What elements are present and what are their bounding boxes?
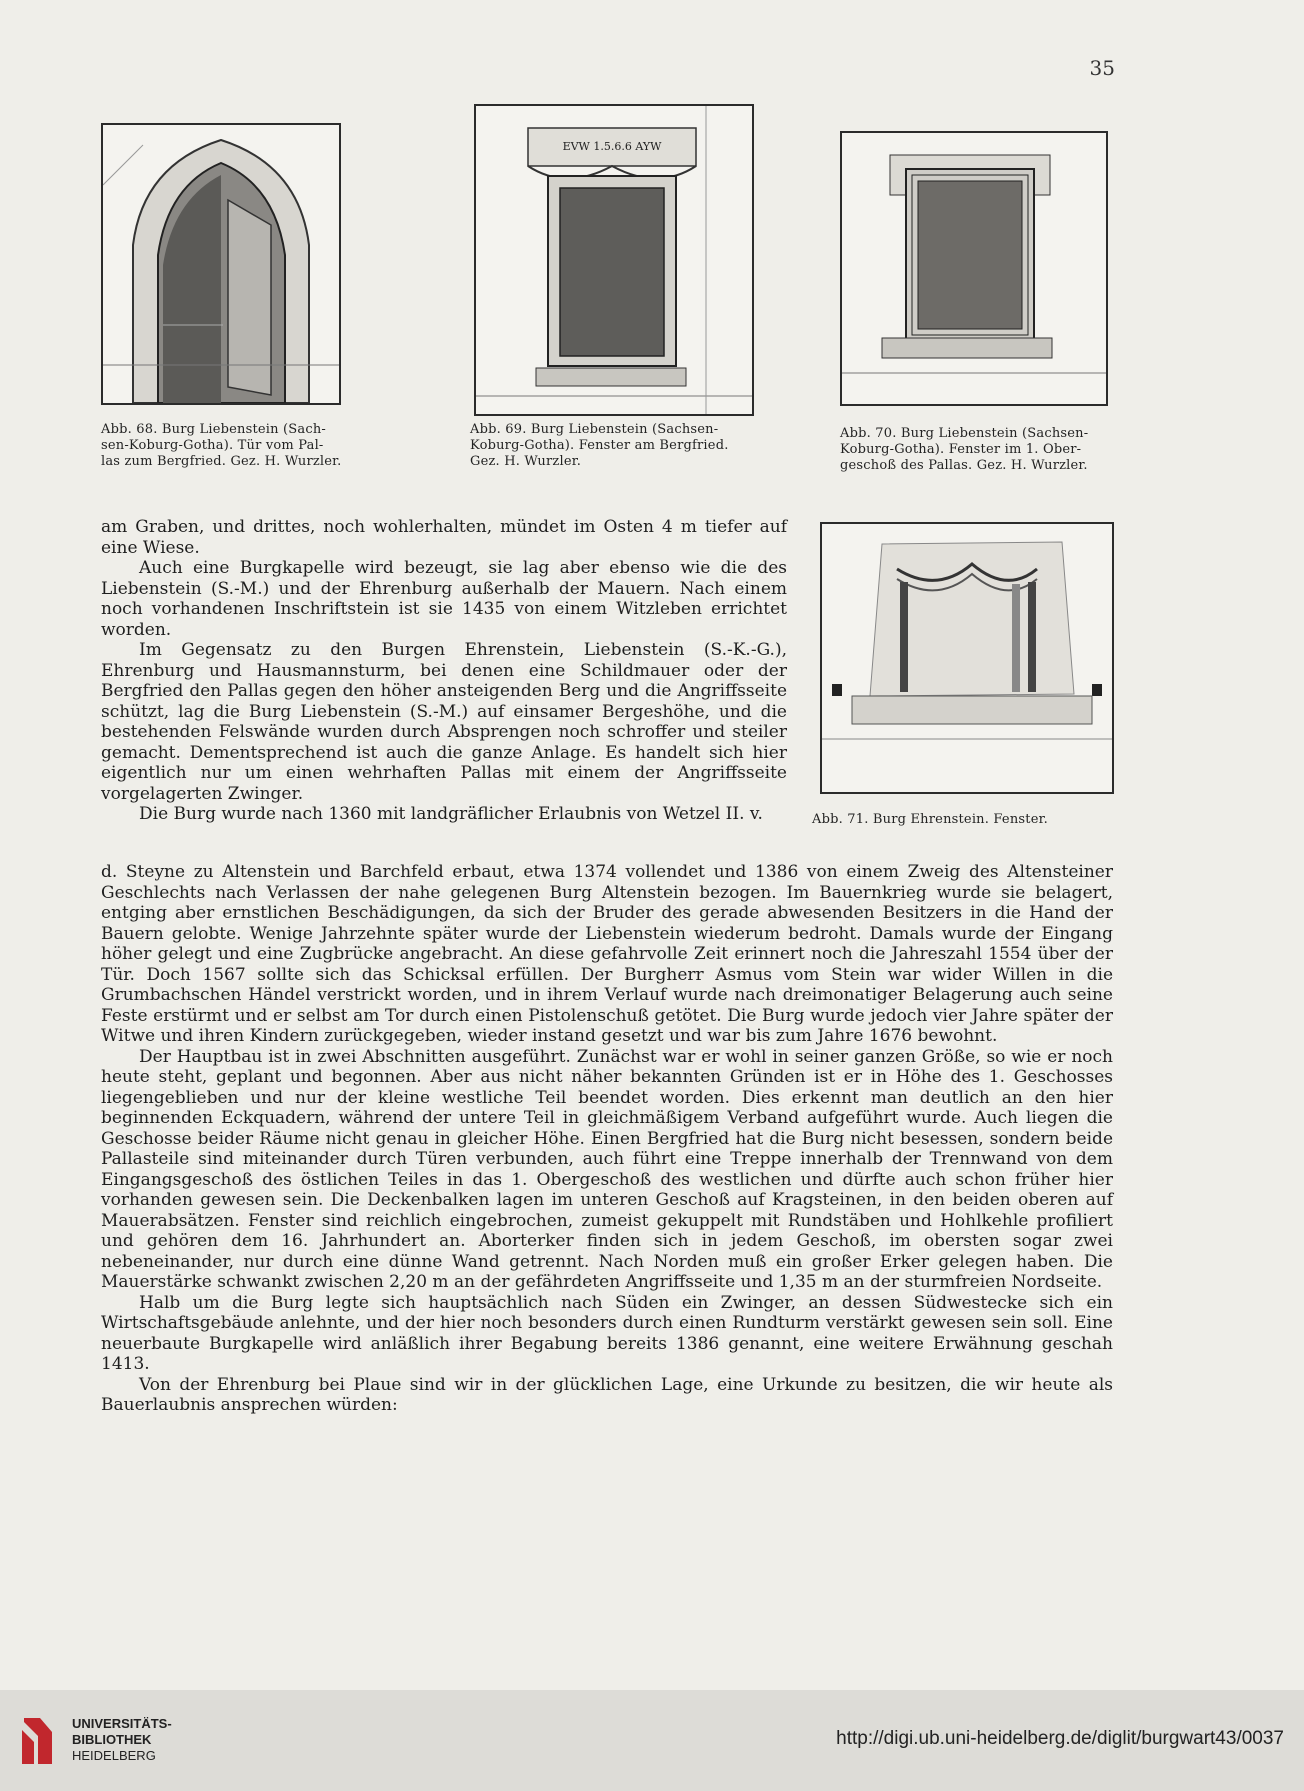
library-footer (0, 1690, 1304, 1791)
figure-68-door-illustration (101, 123, 341, 405)
figure-70-caption-line2: Koburg-Gotha). Fenster im 1. Ober- (840, 442, 1082, 457)
figure-71-window-illustration (820, 522, 1114, 794)
figure-69-window-illustration (474, 104, 754, 416)
library-name (72, 1716, 172, 1764)
paragraph-3: Im Gegensatz zu den Burgen Ehrenstein, Liebenstein (S.-K.-G.), Ehrenburg und Hausmannsturm, bei denen eine Schildmauer oder der Bergfried den Pallas gegen den höher ansteigenden Berg und die Angriffsseite schützt, lag die Burg Liebenstein (S.-M.) auf einsamer Bergeshöhe, und die bestehenden Felswände wurden durch Absprengen noch schroffer und steiler gemacht. Dementsprechend ist auch die ganze Anlage. Es handelt sich hier eigentlich nur um einen wehrhaften Pallas mit einem der Angriffsseite vorgelagerten Zwinger. (101, 640, 787, 804)
inscription-text: EVW 1.5.6.6 AYW (562, 140, 662, 153)
door-drawing (103, 125, 339, 403)
paragraph-2: Auch eine Burgkapelle wird bezeugt, sie lag aber ebenso wie die des Liebenstein (S.-M.) und der Ehrenburg außerhalb der Mauern. Nach einem noch vorhandenen Inschriftstein ist sie 1435 von einem Witzleben errichtet worden. (101, 558, 787, 640)
figure-68-caption-line2: sen-Koburg-Gotha). Tür vom Pal- (101, 438, 324, 453)
library-logo-icon (18, 1714, 58, 1768)
figure-68-caption-line3: las zum Bergfried. Gez. H. Wurzler. (101, 454, 342, 469)
page-number: 35 (1089, 56, 1115, 80)
full-width-text (101, 862, 1113, 1416)
figure-68-caption-line1: Abb. 68. Burg Liebenstein (Sach- (101, 422, 326, 437)
window-frame-drawing (842, 133, 1106, 404)
paragraph-1: am Graben, und drittes, noch wohlerhalten, mündet im Osten 4 m tiefer auf eine Wiese. (101, 517, 787, 558)
figure-70-window-illustration (840, 131, 1108, 406)
figure-68-caption (101, 422, 369, 470)
paragraph-4-rest: d. Steyne zu Altenstein und Barchfeld erbaut, etwa 1374 vollendet und 1386 von einem Zweig des Altensteiner Geschlechts nach Verlassen der nahe gelegenen Burg Altenstein bezogen. Im Bauernkrieg wurde sie belagert, entging aber ernstlichen Beschädigungen, da sich der Bruder des gerade abwesenden Besitzers in die Hand der Bauern gelobte. Wenige Jahrzehnte später wurde der Liebenstein wiederum bedroht. Damals wurde der Eingang höher gelegt und eine Zugbrücke angebracht. An diese gefahrvolle Zeit erinnert noch die Jahreszahl 1554 über der Tür. Doch 1567 sollte sich das Schicksal erfüllen. Der Burgherr Asmus vom Stein war wider Willen in die Grumbachschen Händel verstrickt worden, und in ihrem Verlauf wurde nach dreimonatiger Belagerung auch seine Feste erstürmt und er selbst am Tor durch einen Pistolenschuß getötet. Die Burg wurde jedoch vier Jahre später der Witwe und ihren Kindern zurückgegeben, wieder instand gesetzt und war bis zum Jahre 1676 bewohnt. (101, 862, 1113, 1046)
paragraph-7: Von der Ehrenburg bei Plaue sind wir in der glücklichen Lage, eine Urkunde zu besitzen, die wir heute als Bauerlaubnis ansprechen würden: (101, 1374, 1113, 1415)
figure-69-caption (470, 422, 760, 470)
figure-69-caption-line3: Gez. H. Wurzler. (470, 454, 582, 469)
figure-70-caption (840, 426, 1120, 474)
figure-69-caption-line1: Abb. 69. Burg Liebenstein (Sachsen- (470, 422, 719, 437)
window-drawing (476, 106, 752, 414)
figure-69-caption-line2: Koburg-Gotha). Fenster am Bergfried. (470, 438, 729, 453)
narrow-text-column (101, 517, 787, 825)
paragraph-5: Der Hauptbau ist in zwei Abschnitten ausgeführt. Zunächst war er wohl in seiner ganzen Größe, so wie er noch heute steht, geplant und begonnen. Aber aus nicht näher bekannten Gründen ist er in Höhe des 1. Geschosses liegengeblieben und nur der kleine westliche Teil beendet worden. Dies erkennt man deutlich an den hier beginnenden Eckquadern, während der untere Teil in gleichmäßigem Verband aufgeführt wurde. Auch liegen die Geschosse beider Räume nicht genau in gleicher Höhe. Einen Bergfried hat die Burg nicht besessen, sondern beide Pallasteile sind miteinander durch Türen verbunden, auch führt eine Treppe innerhalb der Trennwand von dem Eingangsgeschoß des östlichen Teiles in das 1. Obergeschoß des westlichen und dürfte auch schon früher hier vorhanden gewesen sein. Die Deckenbalken lagen im unteren Geschoß auf Kragsteinen, in den beiden oberen auf Mauerabsätzen. Fenster sind reichlich eingebrochen, zumeist gekuppelt mit Rundstäben und Hohlkehle profiliert und gehören dem 16. Jahrhundert an. Aborterker finden sich in jedem Geschoß, im obersten sogar zwei nebeneinander, nur durch eine dünne Wand getrennt. Nach Norden muß ein großer Erker gelegen haben. Die Mauerstärke schwankt zwischen 2,20 m an der gefährdeten Angriffsseite und 1,35 m an der sturmfreien Nordseite. (101, 1046, 1113, 1292)
paragraph-4-start: Die Burg wurde nach 1360 mit landgräflicher Erlaubnis von Wetzel II. v. (139, 804, 763, 824)
library-name-line3: HEIDELBERG (72, 1748, 156, 1763)
library-name-line2: BIBLIOTHEK (72, 1732, 152, 1747)
library-name-line1: UNIVERSITÄTS- (72, 1716, 172, 1731)
paragraph-6: Halb um die Burg legte sich hauptsächlich nach Süden ein Zwinger, an dessen Südwestecke sich ein Wirtschaftsgebäude anlehnte, und der hier noch besonders durch einen Rundturm verstärkt gewesen sein soll. Eine neuerbaute Burgkapelle wird anläßlich ihrer Begabung bereits 1386 genannt, eine weitere Erwähnung geschah 1413. (101, 1292, 1113, 1374)
ehrenstein-window-drawing (822, 524, 1112, 792)
figure-70-caption-line1: Abb. 70. Burg Liebenstein (Sachsen- (840, 426, 1089, 441)
figure-71-caption: Abb. 71. Burg Ehrenstein. Fenster. (812, 812, 1048, 827)
source-url-link[interactable]: http://digi.ub.uni-heidelberg.de/diglit/burgwart43/0037 (836, 1728, 1284, 1749)
figure-70-caption-line3: geschoß des Pallas. Gez. H. Wurzler. (840, 458, 1088, 473)
